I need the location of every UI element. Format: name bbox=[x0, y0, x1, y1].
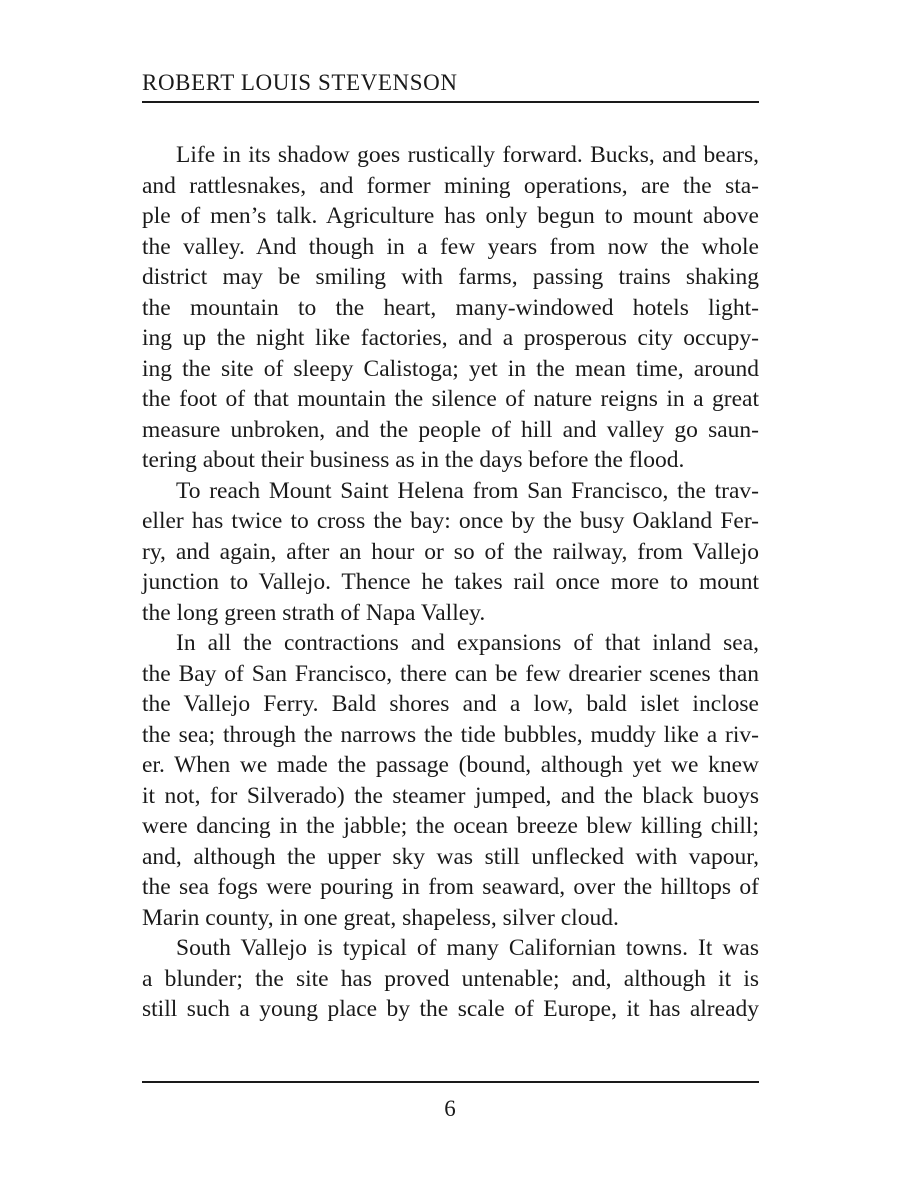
text-line: measure unbroken, and the people of hill and valley go saun- bbox=[142, 416, 759, 443]
text-line: junction to Vallejo. Thence he takes rail once more to mount bbox=[142, 569, 759, 595]
text-line: the sea fogs were pouring in from seaward, over the hilltops of bbox=[142, 874, 759, 900]
text-line: it not, for Silverado) the steamer jumped, and the black buoys bbox=[142, 782, 759, 809]
text-line: the Bay of San Francisco, there can be few drearier scenes than bbox=[142, 660, 759, 687]
text-line: er. When we made the passage (bound, although yet we knew bbox=[142, 752, 759, 778]
text-line: Life in its shadow goes rustically forward. Bucks, and bears, bbox=[176, 142, 759, 168]
text-line: and rattlesnakes, and former mining operations, are the sta- bbox=[142, 172, 759, 199]
text-line: In all the contractions and expansions of that inland sea, bbox=[176, 630, 759, 656]
text-line: ry, and again, after an hour or so of the railway, from Vallejo bbox=[142, 538, 759, 565]
text-line: Marin county, in one great, shapeless, silver cloud. bbox=[142, 904, 619, 931]
header-rule bbox=[142, 101, 759, 103]
text-line: eller has twice to cross the bay: once by the busy Oakland Fer- bbox=[142, 508, 759, 534]
text-line: a blunder; the site has proved untenable; and, although it is bbox=[142, 965, 759, 992]
text-line: the valley. And though in a few years from now the whole bbox=[142, 233, 759, 260]
text-line: ing up the night like factories, and a prosperous city occupy- bbox=[142, 325, 759, 351]
paragraph bbox=[142, 140, 759, 476]
text-line: South Vallejo is typical of many Californian towns. It was bbox=[176, 935, 759, 961]
paragraph bbox=[142, 933, 759, 1025]
text-line: To reach Mount Saint Helena from San Francisco, the trav- bbox=[176, 477, 759, 504]
footer-rule bbox=[142, 1081, 759, 1083]
text-line: district may be smiling with farms, passing trains shaking bbox=[142, 264, 759, 290]
text-line: were dancing in the jabble; the ocean breeze blew killing chill; bbox=[142, 813, 759, 839]
text-line: ple of men’s talk. Agriculture has only begun to mount above bbox=[142, 203, 759, 229]
body-text bbox=[142, 140, 759, 1025]
running-head: ROBERT LOUIS STEVENSON bbox=[142, 70, 458, 95]
text-line: the sea; through the narrows the tide bubbles, muddy like a riv- bbox=[142, 721, 759, 748]
text-line: the foot of that mountain the silence of nature reigns in a great bbox=[142, 386, 759, 412]
text-line: the mountain to the heart, many-windowed hotels light- bbox=[142, 294, 759, 321]
paragraph bbox=[142, 628, 759, 933]
text-line: still such a young place by the scale of Europe, it has already bbox=[142, 996, 759, 1022]
page-number: 6 bbox=[444, 1096, 456, 1121]
text-line: the long green strath of Napa Valley. bbox=[142, 599, 486, 626]
text-line: tering about their business as in the days before the flood. bbox=[142, 447, 685, 473]
text-line: ing the site of sleepy Calistoga; yet in the mean time, around bbox=[142, 355, 759, 382]
text-line: and, although the upper sky was still unflecked with vapour, bbox=[142, 843, 759, 870]
text-line: the Vallejo Ferry. Bald shores and a low, bald islet inclose bbox=[142, 691, 759, 717]
paragraph bbox=[142, 476, 759, 629]
